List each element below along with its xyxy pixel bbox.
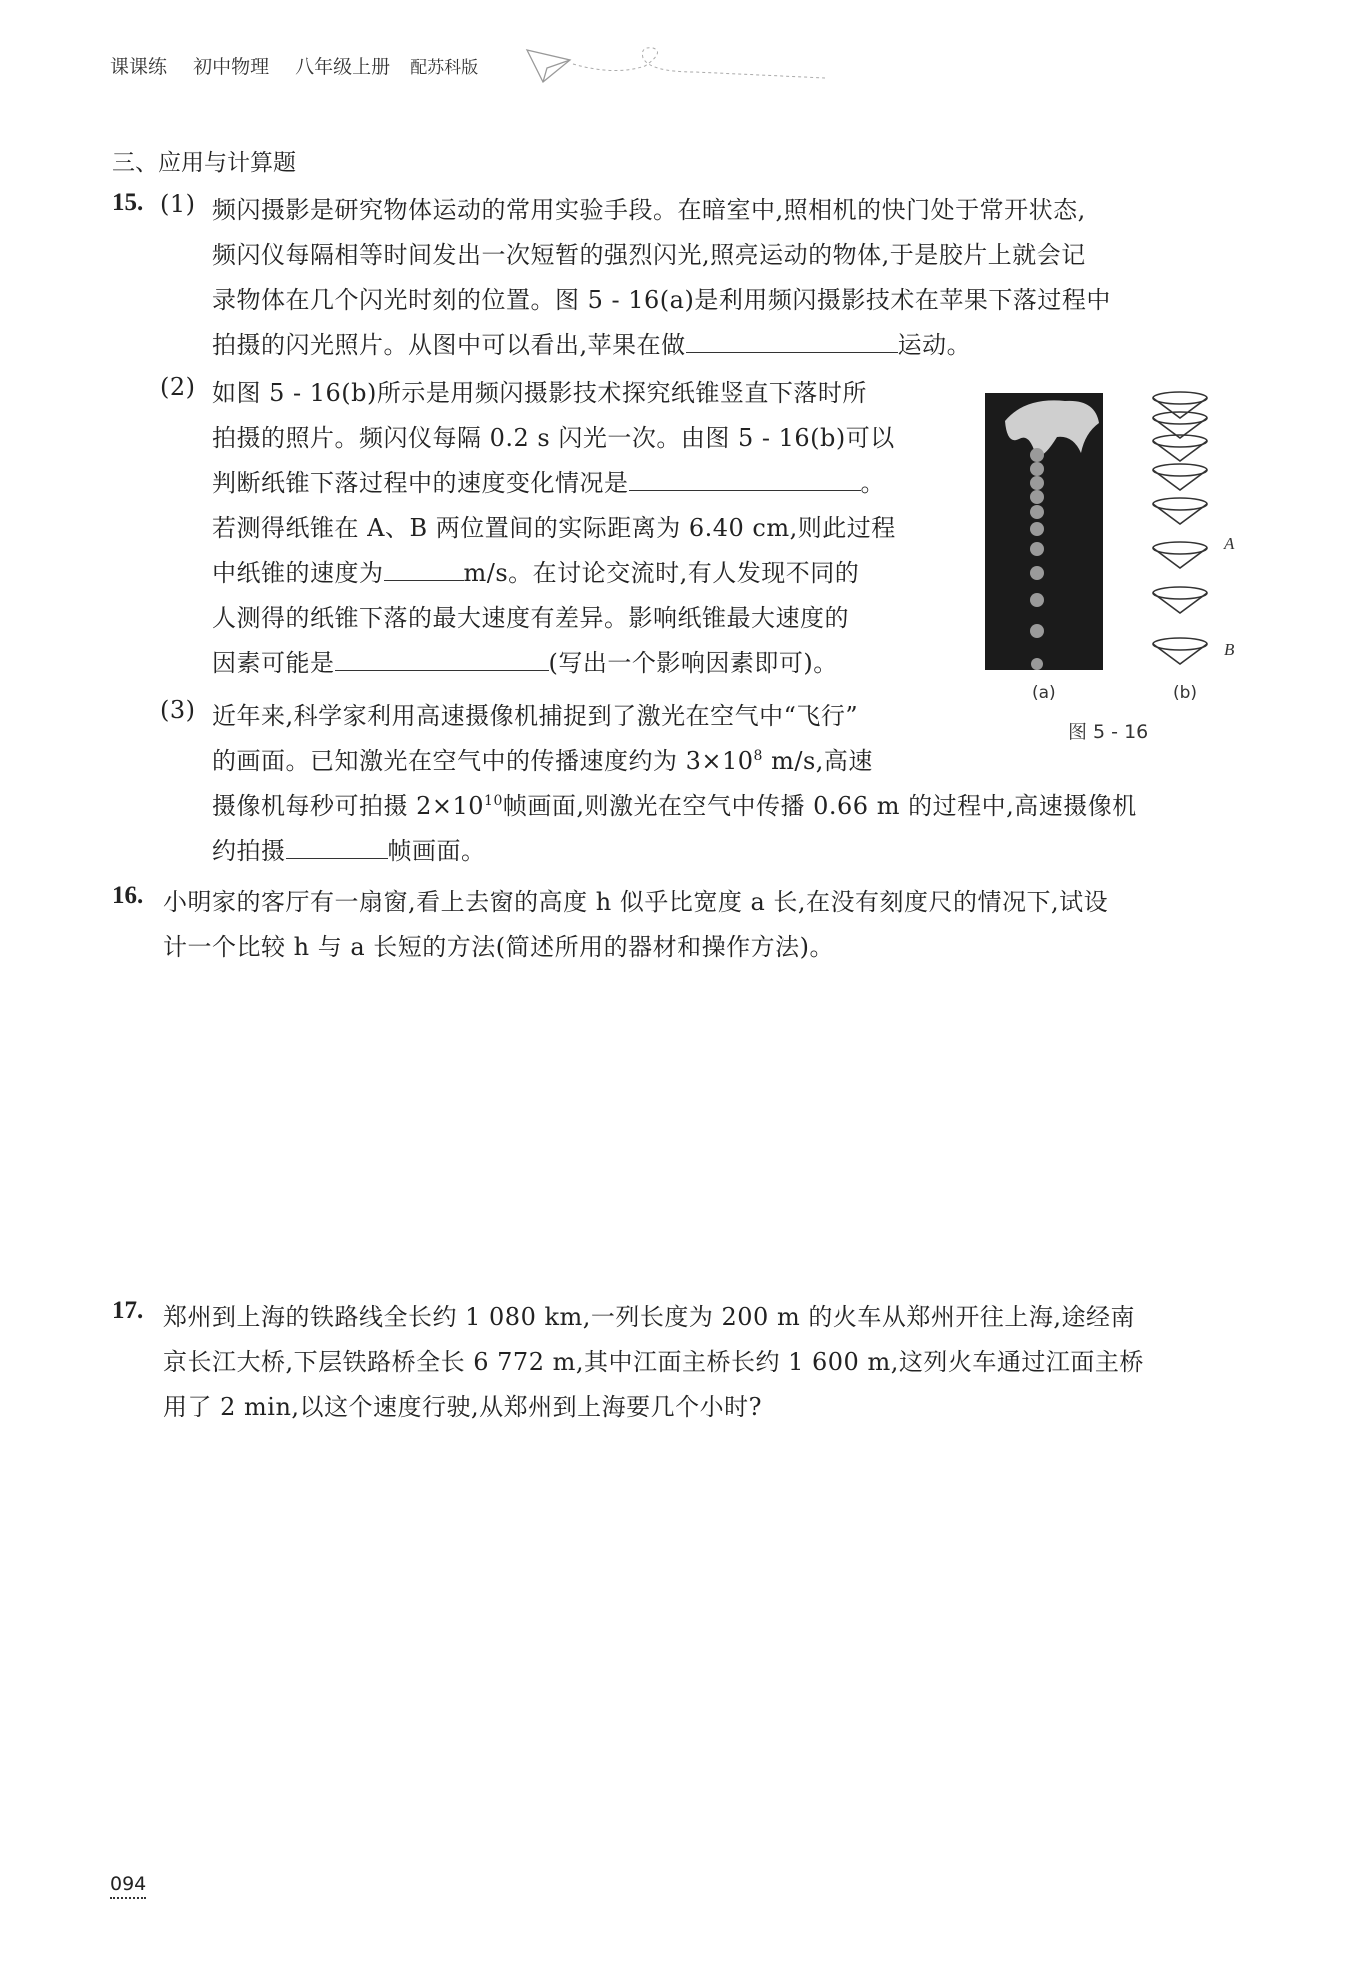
section-title: 三、应用与计算题 bbox=[112, 150, 296, 176]
header-grade: 八年级上册 bbox=[295, 56, 391, 78]
q15-part3-exponent-10: 10 bbox=[484, 793, 503, 809]
header-edition: 配苏科版 bbox=[410, 58, 479, 78]
figure-caption: 图 5 - 16 bbox=[1068, 721, 1149, 743]
q15-part1-line-4 bbox=[212, 325, 971, 360]
header-series: 课课练 bbox=[110, 56, 168, 78]
figure-point-b: B bbox=[1224, 640, 1235, 659]
q15-part3-line-4-text: 约拍摄 bbox=[212, 837, 286, 865]
q15-part3-frames-blank[interactable] bbox=[286, 836, 388, 859]
q15-part1-line-3: 录物体在几个闪光时刻的位置。图 5 - 16(a)是利用频闪摄影技术在苹果下落过程中 bbox=[212, 286, 1111, 314]
q15-part3-line-2-text: 的画面。已知激光在空气中的传播速度约为 3×10 bbox=[212, 747, 754, 775]
q15-part2-line-6: 人测得的纸锥下落的最大速度有差异。影响纸锥最大速度的 bbox=[212, 604, 849, 632]
question-15-number: 15. bbox=[112, 189, 144, 216]
figure-b-paper-cones bbox=[1150, 388, 1230, 678]
q17-line-2: 京长江大桥,下层铁路桥全长 6 772 m,其中江面主桥长约 1 600 m,这列火车通过江面主桥 bbox=[163, 1348, 1144, 1376]
q15-part3-line-1: 近年来,科学家利用高速摄像机捕捉到了激光在空气中“飞行” bbox=[212, 702, 859, 730]
q15-part2-speed-text: 中纸锥的速度为 bbox=[212, 559, 384, 587]
q15-part1-answer-blank[interactable] bbox=[686, 330, 898, 353]
q15-part2-speed-change-blank[interactable] bbox=[629, 468, 861, 491]
q15-part2-speed-blank[interactable] bbox=[384, 558, 464, 581]
figure-label-a: (a) bbox=[1032, 683, 1056, 703]
q15-part3-line-2-unit: m/s,高速 bbox=[762, 747, 873, 775]
q15-part3-line-4 bbox=[212, 831, 486, 866]
q15-part2-speed-unit: m/s。在讨论交流时,有人发现不同的 bbox=[463, 559, 860, 587]
q16-line-2: 计一个比较 h 与 a 长短的方法(简述所用的器材和操作方法)。 bbox=[163, 933, 835, 961]
q17-line-1: 郑州到上海的铁路线全长约 1 080 km,一列长度为 200 m 的火车从郑州开往上海,途经南 bbox=[163, 1303, 1135, 1331]
figure-label-b: (b) bbox=[1173, 683, 1198, 703]
q15-part2-factor-text: 因素可能是 bbox=[212, 649, 335, 677]
q15-part3-line-4-end: 帧画面。 bbox=[387, 837, 486, 865]
q15-part3-line-2 bbox=[212, 741, 873, 776]
q15-part3-line-3-text: 摄像机每秒可拍摄 2×10 bbox=[212, 792, 485, 820]
header-subject: 初中物理 bbox=[193, 56, 270, 78]
question-16-number: 16. bbox=[112, 882, 144, 909]
q15-part2-label: (2) bbox=[160, 373, 196, 401]
q15-part2-factor-blank[interactable] bbox=[335, 648, 549, 671]
q15-part2-line-5 bbox=[212, 553, 859, 588]
q15-part2-text: 判断纸锥下落过程中的速度变化情况是 bbox=[212, 469, 629, 497]
page-number: 094 bbox=[110, 1873, 146, 1899]
page-header bbox=[110, 52, 498, 79]
q15-part1-line-1: 频闪摄影是研究物体运动的常用实验手段。在暗室中,照相机的快门处于常开状态, bbox=[212, 196, 1086, 224]
q17-line-3: 用了 2 min,以这个速度行驶,从郑州到上海要几个小时? bbox=[163, 1393, 763, 1421]
q15-part1-label: (1) bbox=[160, 190, 196, 218]
q15-part2-factor-end: (写出一个影响因素即可)。 bbox=[548, 649, 838, 677]
q16-line-1: 小明家的客厅有一扇窗,看上去窗的高度 h 似乎比宽度 a 长,在没有刻度尺的情况下,试设 bbox=[163, 888, 1109, 916]
q15-part1-line-2: 频闪仪每隔相等时间发出一次短暂的强烈闪光,照亮运动的物体,于是胶片上就会记 bbox=[212, 241, 1086, 269]
q15-part3-exponent-8: 8 bbox=[753, 748, 763, 764]
q15-part1-text: 拍摄的闪光照片。从图中可以看出,苹果在做 bbox=[212, 331, 686, 359]
q15-part2-line-4: 若测得纸锥在 A、B 两位置间的实际距离为 6.40 cm,则此过程 bbox=[212, 514, 896, 542]
q15-part1-text-end: 运动。 bbox=[897, 331, 972, 359]
q15-part2-line-7 bbox=[212, 643, 838, 678]
question-17-number: 17. bbox=[112, 1297, 144, 1324]
q15-part2-line-3 bbox=[212, 463, 885, 498]
paper-plane-decoration bbox=[525, 42, 845, 92]
q15-part3-line-3 bbox=[212, 786, 1137, 821]
figure-a-apple-flash-photo bbox=[985, 393, 1103, 670]
q15-part2-text-end: 。 bbox=[860, 469, 885, 497]
q15-part3-label: (3) bbox=[160, 696, 196, 724]
q15-part2-line-2: 拍摄的照片。频闪仪每隔 0.2 s 闪光一次。由图 5 - 16(b)可以 bbox=[212, 424, 895, 452]
q15-part2-line-1: 如图 5 - 16(b)所示是用频闪摄影技术探究纸锥竖直下落时所 bbox=[212, 379, 867, 407]
figure-point-a: A bbox=[1224, 534, 1235, 553]
q15-part3-line-3-rest: 帧画面,则激光在空气中传播 0.66 m 的过程中,高速摄像机 bbox=[502, 792, 1137, 820]
